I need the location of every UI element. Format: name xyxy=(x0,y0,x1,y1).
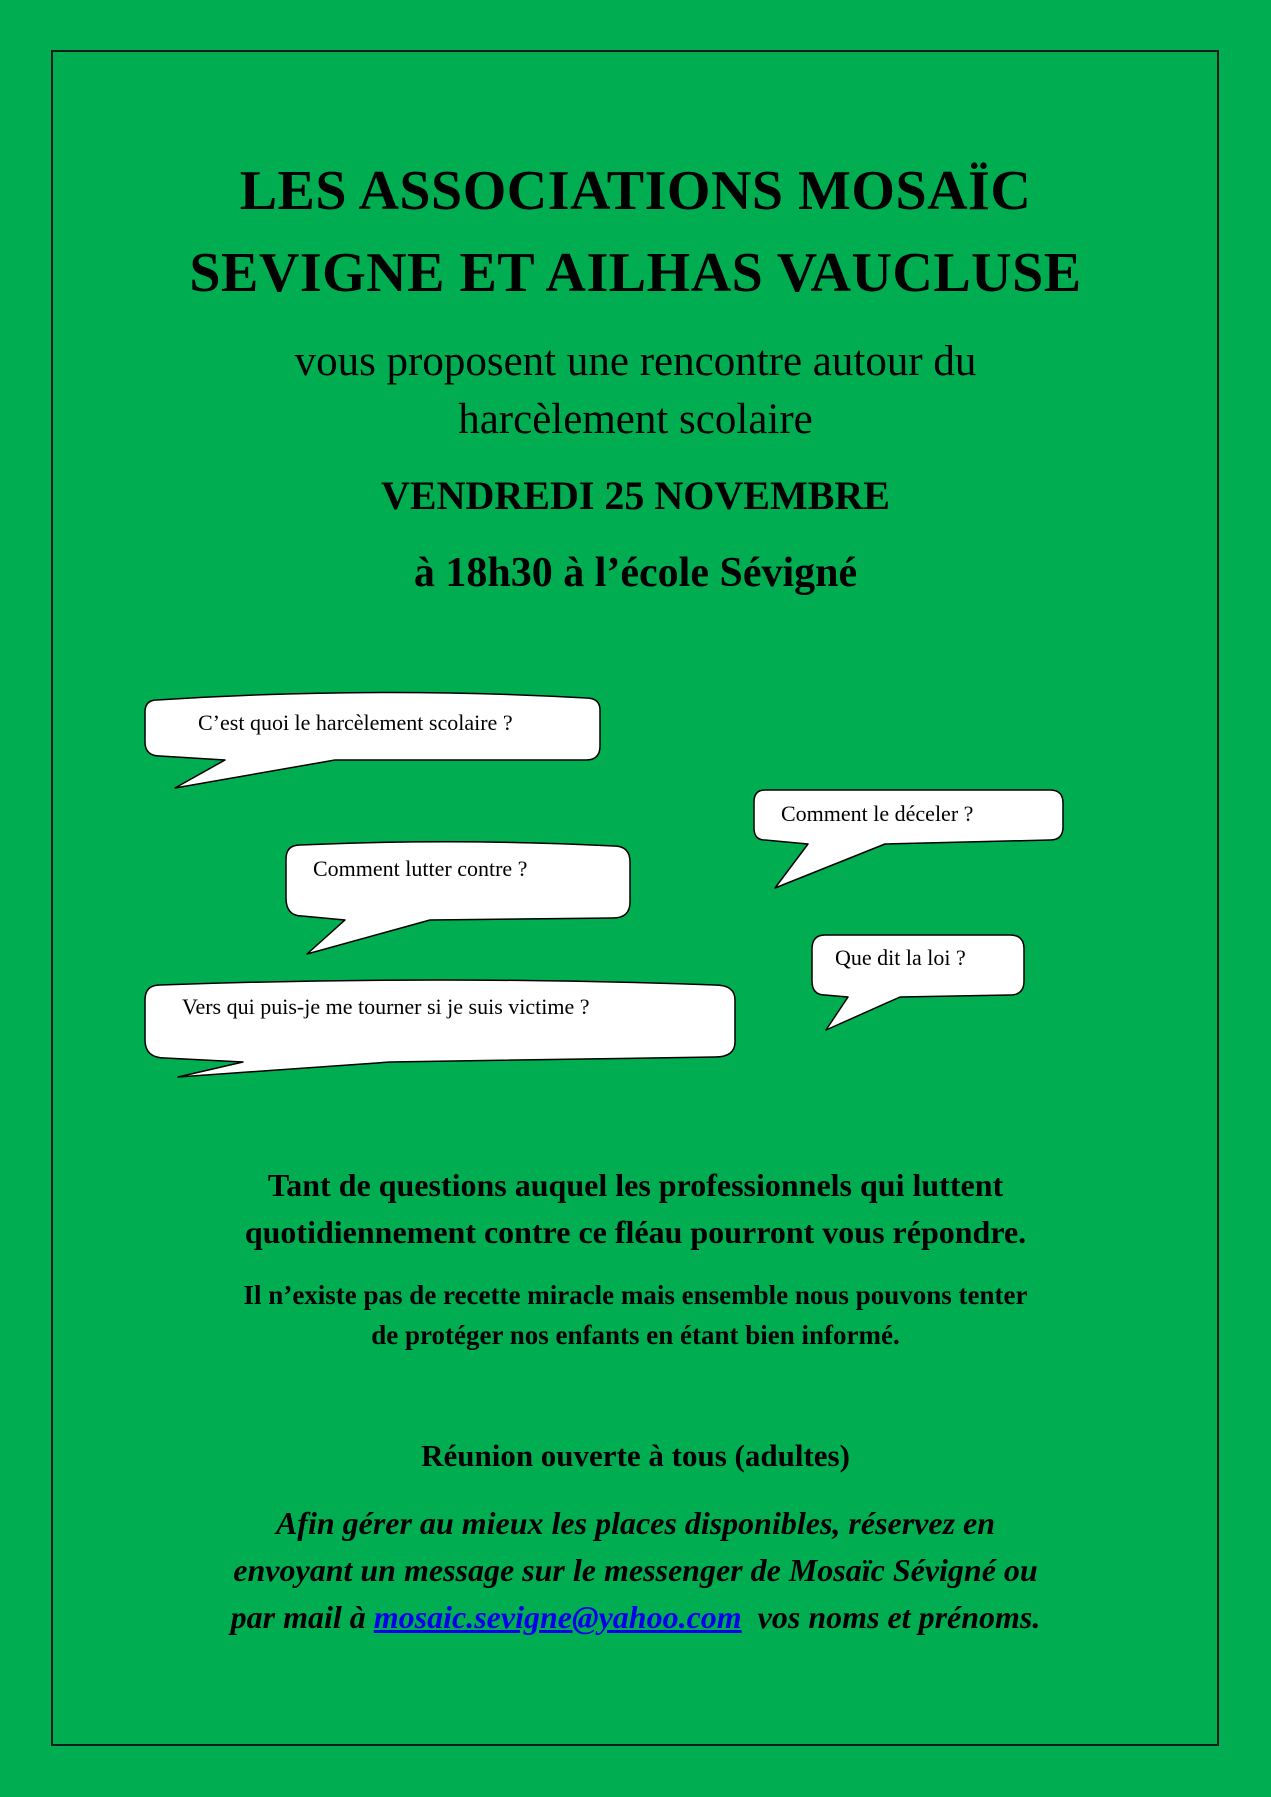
reservation-line-3-prefix: par mail à xyxy=(230,1599,374,1635)
subtitle-line-1: vous proposent une rencontre autour du xyxy=(294,338,977,385)
title-line-2: SEVIGNE ET AILHAS VAUCLUSE xyxy=(189,242,1082,304)
questions-paragraph xyxy=(0,1162,1271,1256)
email-link[interactable]: mosaic.sevigne@yahoo.com xyxy=(373,1599,742,1635)
info-paragraph-line-2: de protéger nos enfants en étant bien informé. xyxy=(371,1320,900,1350)
event-place: à 18h30 à l’école Sévigné xyxy=(413,550,858,596)
speech-bubble-5: Vers qui puis-je me tourner si je suis victime ? xyxy=(182,994,590,1019)
info-paragraph-line-1: Il n’existe pas de recette miracle mais ensemble nous pouvons tenter xyxy=(243,1280,1028,1310)
speech-bubble-1-shape xyxy=(145,692,600,788)
speech-bubble-3: Comment lutter contre ? xyxy=(313,856,528,881)
reservation-line-1: Afin gérer au mieux les places disponibles, réservez en xyxy=(275,1505,996,1541)
reservation-paragraph xyxy=(0,1500,1271,1641)
info-paragraph xyxy=(0,1275,1271,1355)
speech-bubble-4: Que dit la loi ? xyxy=(835,945,966,970)
reservation-line-2: envoyant un message sur le messenger de Mosaïc Sévigné ou xyxy=(233,1552,1038,1588)
questions-paragraph-line-2: quotidiennement contre ce fléau pourront vous répondre. xyxy=(244,1214,1027,1250)
questions-paragraph-line-1: Tant de questions auquel les professionnels qui luttent xyxy=(267,1167,1004,1203)
speech-bubble-1: C’est quoi le harcèlement scolaire ? xyxy=(198,710,513,735)
reservation-line-3-suffix: vos noms et prénoms. xyxy=(741,1599,1041,1635)
reservation-line-3 xyxy=(0,1594,1271,1641)
event-date: VENDREDI 25 NOVEMBRE xyxy=(381,473,890,518)
subtitle-line-2: harcèlement scolaire xyxy=(458,396,813,443)
open-meeting-notice: Réunion ouverte à tous (adultes) xyxy=(421,1438,850,1473)
speech-bubble-2: Comment le déceler ? xyxy=(781,801,974,826)
title-line-1: LES ASSOCIATIONS MOSAÏC xyxy=(239,160,1032,222)
